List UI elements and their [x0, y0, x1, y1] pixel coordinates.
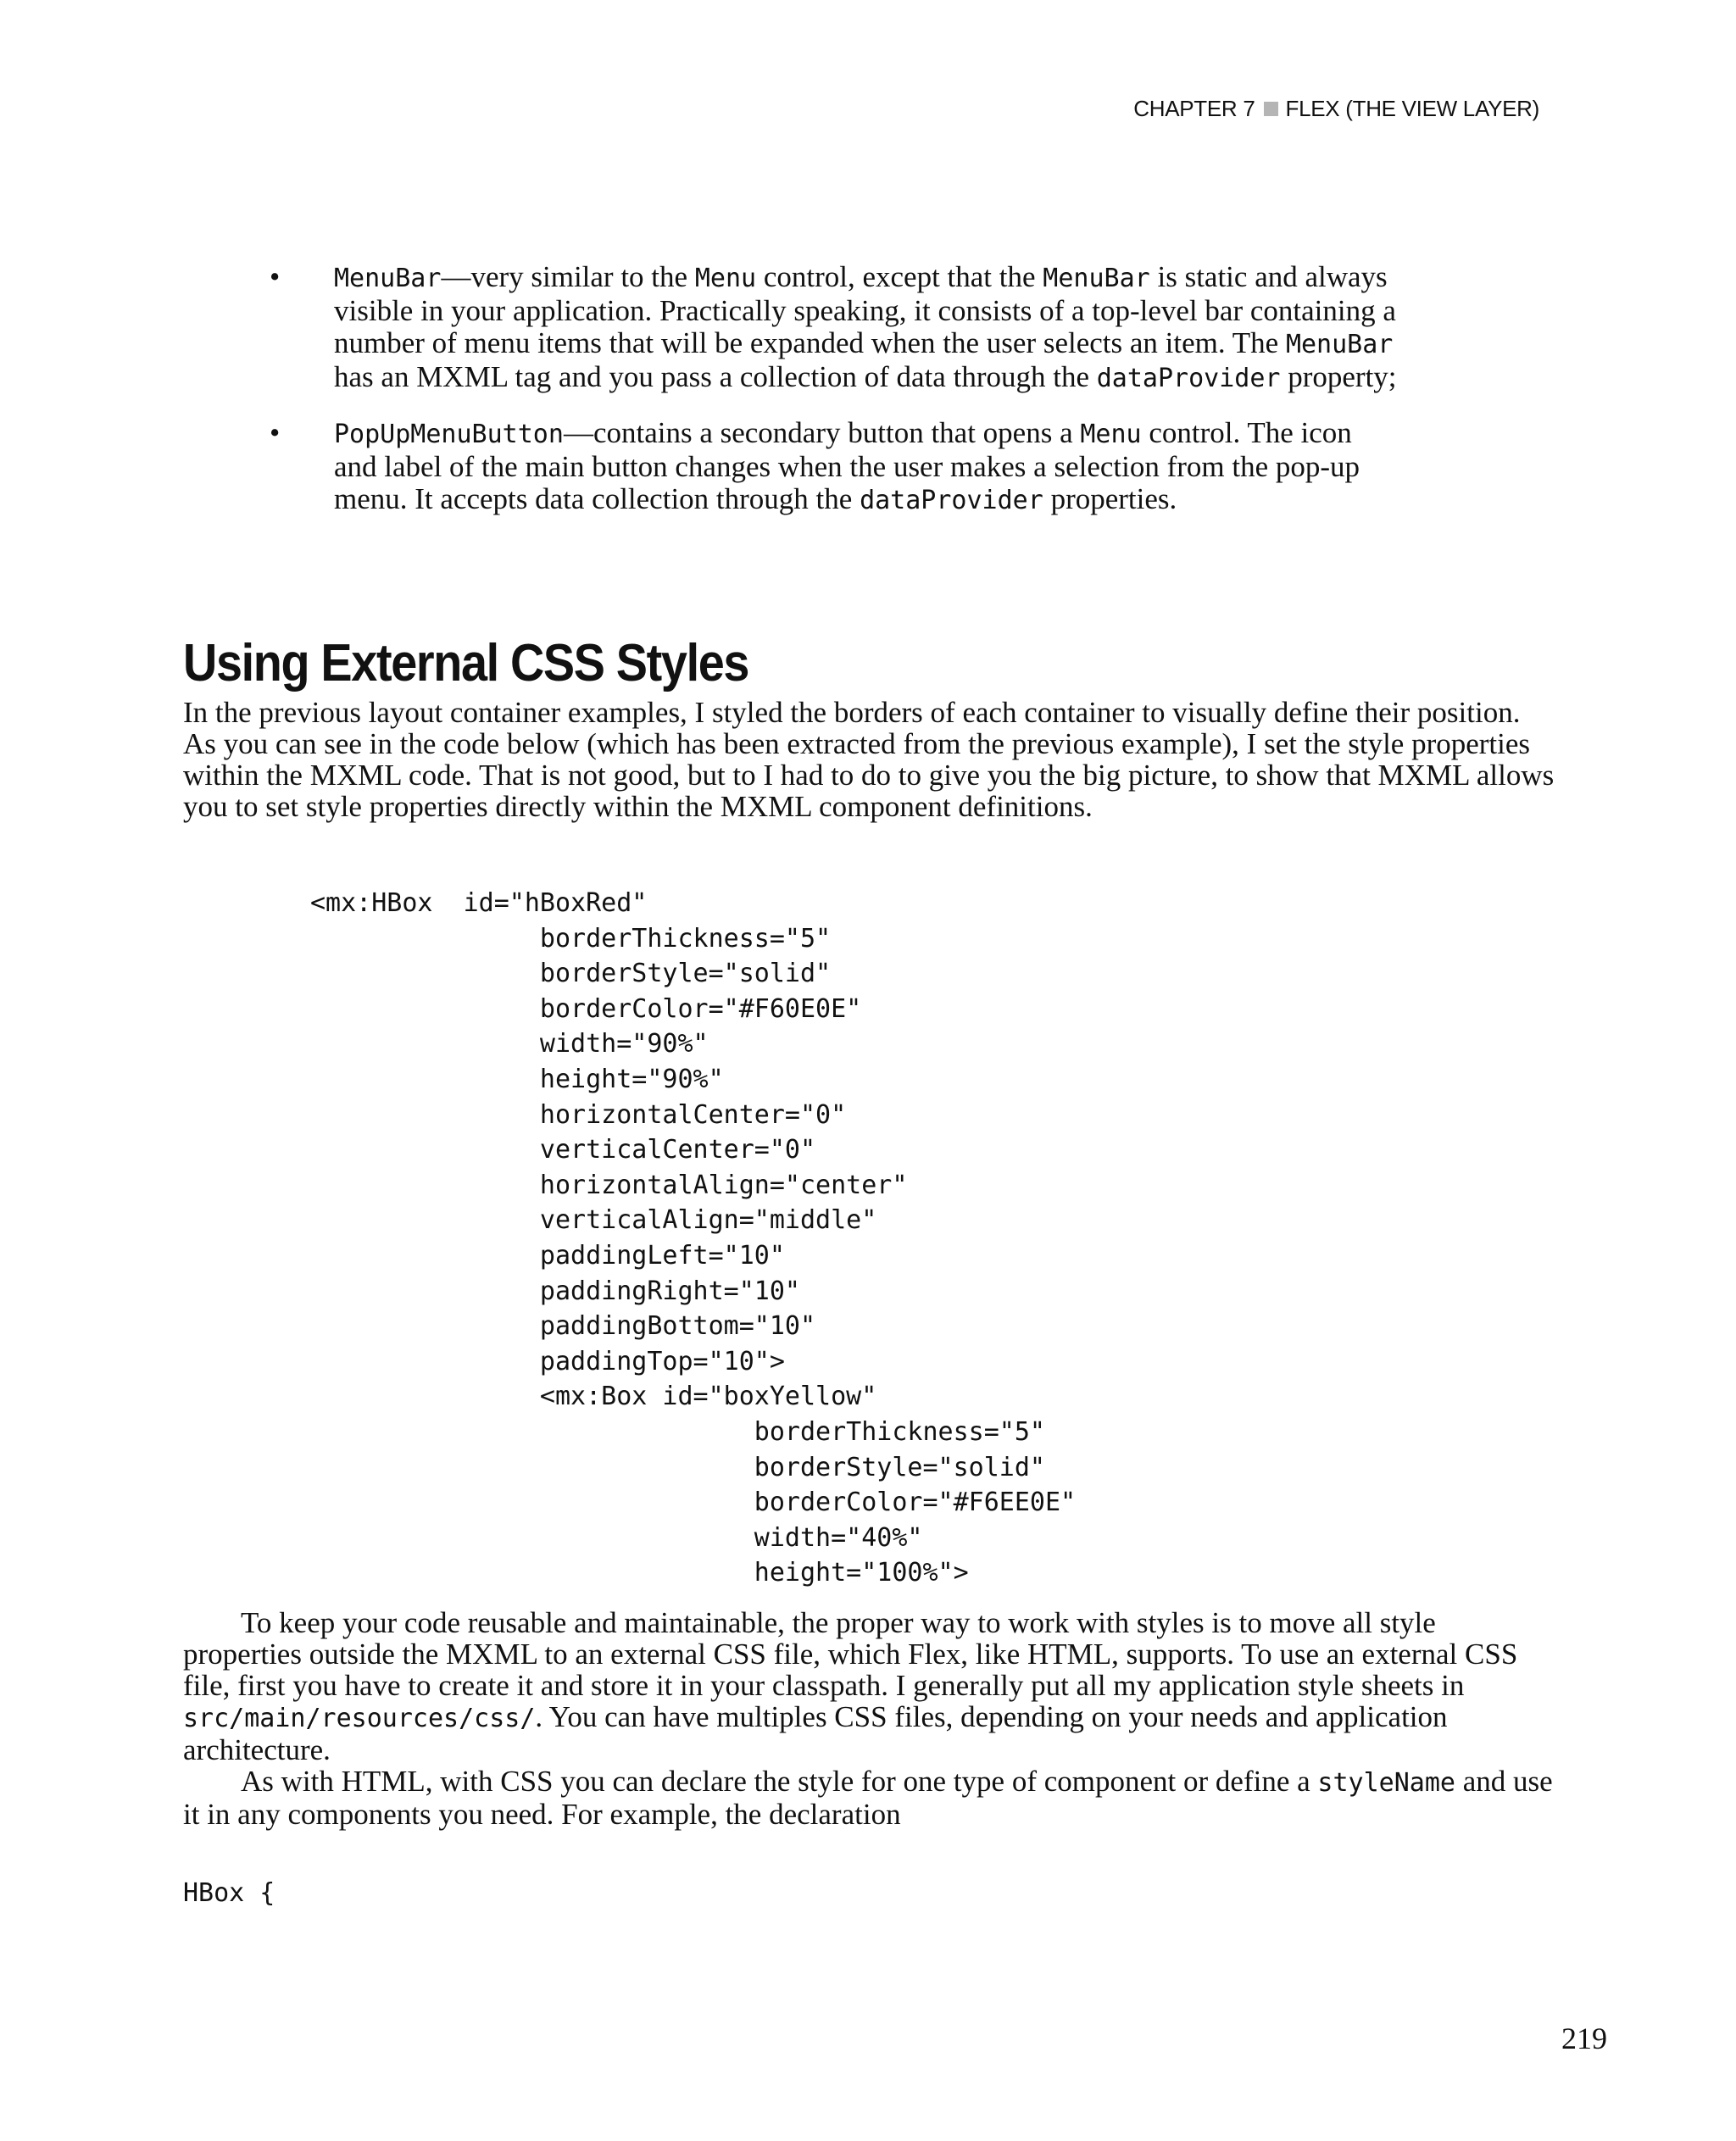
inline-code: MenuBar	[1043, 264, 1150, 293]
list-item-text: MenuBar—very similar to the Menu control, except that the MenuBar is static and always visible in your application. Practically speaking, it consists of a top-level bar containing a number of menu items that will be expanded when the user selects an item. The MenuBar has an MXML tag and you pass a collection of data through the dataProvider property;	[334, 260, 1397, 393]
bullet-icon: •	[270, 260, 281, 293]
section-heading: Using External CSS Styles	[183, 634, 749, 692]
inline-code: MenuBar	[334, 264, 442, 293]
bullet-list	[270, 260, 1402, 517]
code-listing-css: HBox {	[183, 1878, 275, 1908]
inline-code: Menu	[694, 264, 757, 293]
list-item	[270, 416, 1402, 517]
body-paragraphs	[183, 1607, 1556, 1830]
inline-code: MenuBar	[1285, 330, 1394, 359]
running-header	[1133, 96, 1539, 122]
list-item-text: PopUpMenuButton—contains a secondary button that opens a Menu control. The icon and label of the main button changes when the user makes a selection from the pop-up menu. It accepts data collection through the dataProvider properties.	[334, 416, 1360, 515]
inline-code: dataProvider	[1096, 364, 1281, 393]
paragraph: To keep your code reusable and maintainable, the proper way to work with styles is to move all style properties outside the MXML to an external CSS file, which Flex, like HTML, supports. To use an external CSS file, first you have to create it and store it in your classpath. I generally put all my application style sheets in src/main/resources/css/. You can have multiples CSS files, depending on your needs and application architecture.	[183, 1606, 1518, 1766]
inline-code: styleName	[1317, 1768, 1455, 1798]
page-number: 219	[1561, 2021, 1607, 2055]
chapter-label: CHAPTER 7	[1133, 96, 1255, 121]
paragraph: As with HTML, with CSS you can declare the style for one type of component or define a styleName and use it in any components you need. For example, the declaration	[183, 1765, 1553, 1831]
inline-code: src/main/resources/css/	[183, 1704, 536, 1733]
code-listing-mxml: <mx:HBox id="hBoxRed" borderThickness="5" borderStyle="solid" borderColor="#F60E0E" width="90%" height="90%" horizontalCenter="0" verticalCenter="0" horizontalAlign="center" verticalAlign="middle" paddingLeft="10" paddingRight="10" paddingBottom="10" paddingTop="10"> <mx:Box id="boxYellow" borderThickness="5" borderStyle="solid" borderColor="#F6EE0E" width="40%" height="100%">	[310, 888, 1077, 1588]
intro-paragraph: In the previous layout container examples, I styled the borders of each container to visually define their position. As you can see in the code below (which has been extracted from the previous example), I set the style properties within the MXML code. That is not good, but to I had to do to give you the big picture, to show that MXML allows you to set style properties directly within the MXML component definitions.	[183, 696, 1555, 823]
inline-code: dataProvider	[860, 486, 1043, 515]
inline-code: Menu	[1080, 420, 1142, 449]
inline-code: PopUpMenuButton	[334, 420, 564, 449]
chapter-title: FLEX (THE VIEW LAYER)	[1285, 96, 1539, 121]
list-item	[270, 260, 1402, 395]
square-separator-icon	[1264, 102, 1278, 116]
bullet-icon: •	[270, 416, 281, 449]
